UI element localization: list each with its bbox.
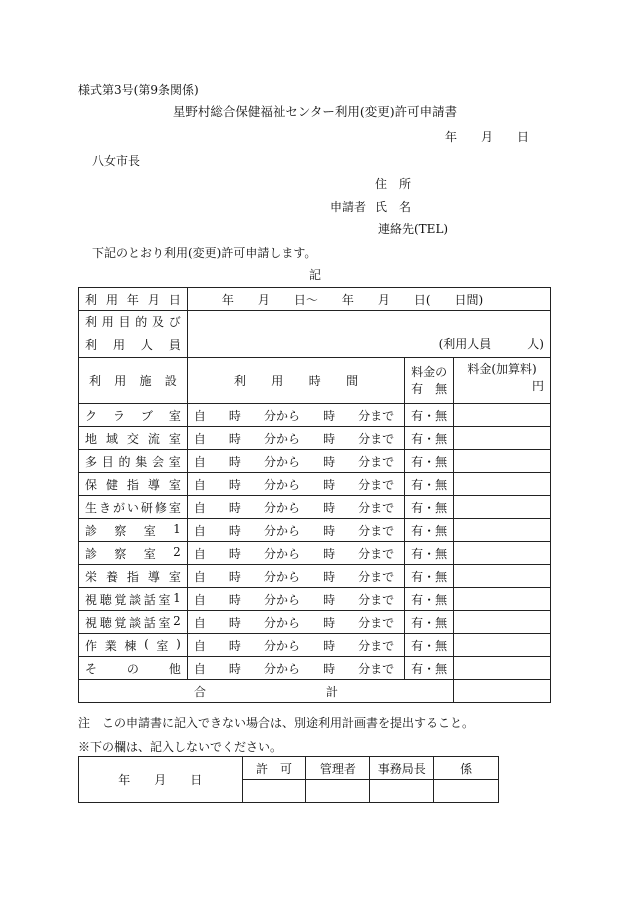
facility-char: 室: [143, 546, 156, 561]
time-from: 自: [193, 569, 206, 584]
time-min-start: 分から: [263, 546, 300, 561]
application-table: [78, 287, 551, 703]
time-min-start: 分から: [263, 477, 300, 492]
date-label: 利 用 年 月 日: [85, 292, 181, 307]
time-hour-start: 時: [228, 546, 241, 561]
facility-char: ブ: [140, 408, 153, 423]
facility-char: が: [112, 500, 125, 515]
time-min-end: 分まで: [358, 661, 395, 676]
time-min-start: 分から: [263, 569, 300, 584]
facility-char: ): [176, 636, 181, 651]
persons-note: (利用人員 人): [438, 337, 544, 351]
facility-char: 2: [173, 544, 181, 559]
name-label: 氏 名: [375, 200, 412, 214]
time-hour-end: 時: [323, 523, 336, 538]
facility-char: 栄: [85, 569, 98, 584]
time-min-start: 分から: [263, 638, 300, 653]
facility-row: [79, 542, 551, 565]
time-min-end: 分まで: [358, 500, 395, 515]
fee-flag[interactable]: 有・無: [405, 657, 454, 680]
purpose-label-cell: 利 用 目 的 及 び 利 用 人 員: [79, 311, 188, 358]
facility-header: 利 用 施 設: [79, 358, 188, 404]
fee-flag[interactable]: 有・無: [405, 634, 454, 657]
time-from: 自: [193, 638, 206, 653]
fee-amount[interactable]: [454, 634, 551, 657]
time-min-start: 分から: [263, 408, 300, 423]
yen-label: 円: [531, 379, 544, 393]
total-label: 合 計: [79, 680, 454, 703]
facility-char: 流: [147, 431, 160, 446]
facility-char: 導: [147, 477, 160, 492]
facility-name: [79, 565, 188, 588]
fee-amount[interactable]: [454, 657, 551, 680]
facility-char: 診: [85, 523, 98, 538]
total-value-cell[interactable]: [454, 680, 551, 703]
facility-char: 業: [104, 638, 117, 653]
facility-char: 室: [168, 500, 181, 515]
time-cell[interactable]: [187, 519, 404, 542]
facility-row: [79, 657, 551, 680]
fee-amount[interactable]: [454, 473, 551, 496]
time-hour-end: 時: [323, 569, 336, 584]
time-min-end: 分まで: [358, 431, 395, 446]
facility-char: 室: [158, 592, 171, 607]
facility-row: [79, 519, 551, 542]
date-label-cell: [79, 288, 188, 311]
facility-char: 室: [168, 408, 181, 423]
facility-char: 修: [154, 500, 167, 515]
time-hour-end: 時: [323, 661, 336, 676]
time-hour-end: 時: [323, 408, 336, 423]
facility-char: 会: [152, 454, 165, 469]
form-number: 様式第3号(第9条関係): [78, 83, 199, 97]
time-hour-start: 時: [228, 500, 241, 515]
permit-stamp-cell: [242, 780, 306, 803]
time-cell[interactable]: [187, 473, 404, 496]
time-hour-start: 時: [228, 408, 241, 423]
facility-char: 2: [173, 613, 181, 628]
manager-stamp-cell: [306, 780, 370, 803]
facility-name: [79, 588, 188, 611]
time-hour-end: 時: [323, 454, 336, 469]
time-cell[interactable]: [187, 588, 404, 611]
manager-label: 管理者: [306, 757, 370, 780]
note-1: 注 この申請書に記入できない場合は、別途利用計画書を提出すること。: [78, 716, 475, 730]
facility-char: 地: [85, 431, 98, 446]
applicant-label: 申請者: [330, 200, 367, 214]
facility-name: [79, 496, 188, 519]
facility-name: [79, 611, 188, 634]
fee-amount[interactable]: [454, 519, 551, 542]
facility-char: 導: [147, 569, 160, 584]
facility-char: 域: [105, 431, 118, 446]
time-hour-end: 時: [323, 546, 336, 561]
facility-char: ラ: [112, 408, 125, 423]
time-min-end: 分まで: [358, 523, 395, 538]
facility-char: 室: [168, 454, 181, 469]
time-min-start: 分から: [263, 500, 300, 515]
time-hour-end: 時: [323, 477, 336, 492]
time-cell[interactable]: [187, 565, 404, 588]
facility-char: 健: [105, 477, 118, 492]
facility-name: [79, 450, 188, 473]
facility-char: 覚: [114, 592, 127, 607]
facility-char: 談: [129, 592, 142, 607]
fee-flag[interactable]: 有・無: [405, 519, 454, 542]
time-min-end: 分まで: [358, 592, 395, 607]
time-min-end: 分まで: [358, 477, 395, 492]
facility-char: 室: [143, 523, 156, 538]
fee-amount[interactable]: [454, 427, 551, 450]
time-min-start: 分から: [263, 615, 300, 630]
fee-header-label: 料金(加算料): [467, 362, 537, 376]
time-cell[interactable]: [187, 427, 404, 450]
facility-char: 1: [173, 521, 181, 536]
time-hour-end: 時: [323, 592, 336, 607]
facility-char: 室: [168, 477, 181, 492]
facility-char: 他: [168, 661, 181, 676]
fee-header: [454, 358, 551, 404]
facility-char: 室: [156, 638, 169, 653]
time-min-end: 分まで: [358, 408, 395, 423]
facility-char: ク: [85, 408, 98, 423]
time-cell[interactable]: [187, 611, 404, 634]
time-from: 自: [193, 431, 206, 446]
facility-char: 1: [173, 590, 181, 605]
office-use-table: [78, 756, 499, 803]
facility-name: [79, 657, 188, 680]
facility-char: 談: [129, 615, 142, 630]
facility-char: 察: [114, 546, 127, 561]
time-hour-start: 時: [228, 431, 241, 446]
facility-char: 保: [85, 477, 98, 492]
facility-char: 交: [126, 431, 139, 446]
facility-char: 指: [126, 569, 139, 584]
time-header: 利 用 時 間: [187, 358, 404, 404]
time-from: 自: [193, 408, 206, 423]
facility-char: 覚: [114, 615, 127, 630]
fee-amount[interactable]: [454, 588, 551, 611]
facility-char: の: [126, 661, 139, 676]
time-from: 自: [193, 477, 206, 492]
time-from: 自: [193, 661, 206, 676]
date-value: 年 月 日～ 年 月 日( 日間): [221, 292, 484, 307]
time-cell[interactable]: [187, 634, 404, 657]
time-cell[interactable]: [187, 404, 404, 427]
fee-flag-header: 料金の 有 無: [405, 358, 454, 404]
facility-char: 集: [135, 454, 148, 469]
facility-char: 話: [143, 592, 156, 607]
time-from: 自: [193, 592, 206, 607]
time-hour-start: 時: [228, 615, 241, 630]
time-min-end: 分まで: [358, 546, 395, 561]
fee-flag[interactable]: 有・無: [405, 542, 454, 565]
fee-flag[interactable]: 有・無: [405, 496, 454, 519]
facility-char: 作: [85, 638, 98, 653]
addressee: 八女市長: [92, 154, 141, 168]
contact-label: 連絡先(TEL): [378, 222, 449, 236]
time-min-start: 分から: [263, 523, 300, 538]
facility-char: い: [126, 500, 139, 515]
intro-text: 下記のとおり利用(変更)許可申請します。: [92, 246, 317, 260]
facility-char: 室: [168, 431, 181, 446]
time-min-start: 分から: [263, 661, 300, 676]
facility-name: [79, 404, 188, 427]
time-min-end: 分まで: [358, 638, 395, 653]
facility-char: 察: [114, 523, 127, 538]
facility-char: 聴: [99, 592, 112, 607]
permit-label: 許 可: [242, 757, 306, 780]
facility-name: [79, 519, 188, 542]
time-hour-start: 時: [228, 638, 241, 653]
fee-amount[interactable]: [454, 450, 551, 473]
time-min-end: 分まで: [358, 454, 395, 469]
time-cell[interactable]: [187, 450, 404, 473]
note-2: ※下の欄は、記入しないでください。: [78, 740, 283, 754]
fee-amount[interactable]: [454, 404, 551, 427]
facility-name: [79, 427, 188, 450]
time-hour-start: 時: [228, 661, 241, 676]
facility-char: 目: [101, 454, 114, 469]
time-hour-end: 時: [323, 638, 336, 653]
director-label: 事務局長: [370, 757, 434, 780]
time-hour-start: 時: [228, 523, 241, 538]
date-value-cell[interactable]: [187, 288, 550, 311]
time-min-start: 分から: [263, 454, 300, 469]
facility-char: き: [98, 500, 111, 515]
facility-char: 診: [85, 546, 98, 561]
facility-row: [79, 634, 551, 657]
facility-name: [79, 473, 188, 496]
clerk-stamp-cell: [434, 780, 499, 803]
time-from: 自: [193, 546, 206, 561]
facility-row: [79, 588, 551, 611]
facility-char: 的: [118, 454, 131, 469]
time-from: 自: [193, 500, 206, 515]
time-from: 自: [193, 523, 206, 538]
facility-name: [79, 542, 188, 565]
time-min-end: 分まで: [358, 615, 395, 630]
facility-char: (: [144, 636, 149, 651]
time-from: 自: [193, 454, 206, 469]
time-min-start: 分から: [263, 431, 300, 446]
fee-amount[interactable]: [454, 496, 551, 519]
time-cell[interactable]: [187, 496, 404, 519]
facility-name: [79, 634, 188, 657]
time-hour-end: 時: [323, 431, 336, 446]
fee-flag[interactable]: 有・無: [405, 404, 454, 427]
time-cell[interactable]: [187, 542, 404, 565]
time-from: 自: [193, 615, 206, 630]
facility-char: 話: [143, 615, 156, 630]
time-min-start: 分から: [263, 592, 300, 607]
fee-flag[interactable]: 有・無: [405, 588, 454, 611]
facility-row: [79, 404, 551, 427]
facility-row: [79, 611, 551, 634]
time-hour-start: 時: [228, 477, 241, 492]
ki-label: 記: [309, 268, 322, 282]
facility-char: 多: [85, 454, 98, 469]
facility-char: 視: [85, 615, 98, 630]
facility-char: そ: [85, 661, 98, 676]
time-hour-end: 時: [323, 500, 336, 515]
time-hour-start: 時: [228, 454, 241, 469]
time-cell[interactable]: [187, 657, 404, 680]
facility-char: 養: [105, 569, 118, 584]
facility-char: 生: [85, 500, 98, 515]
fee-flag[interactable]: 有・無: [405, 565, 454, 588]
director-stamp-cell: [370, 780, 434, 803]
fee-flag[interactable]: 有・無: [405, 611, 454, 634]
time-hour-start: 時: [228, 592, 241, 607]
facility-row: [79, 565, 551, 588]
time-hour-end: 時: [323, 615, 336, 630]
facility-char: 室: [168, 569, 181, 584]
time-min-end: 分まで: [358, 569, 395, 584]
fee-amount[interactable]: [454, 611, 551, 634]
facility-char: 棟: [124, 638, 137, 653]
facility-char: 視: [85, 592, 98, 607]
facility-char: 研: [140, 500, 153, 515]
office-date: 年 月 日: [79, 757, 243, 803]
fee-flag[interactable]: 有・無: [405, 427, 454, 450]
fee-amount[interactable]: [454, 542, 551, 565]
form-title: 星野村総合保健福祉センター利用(変更)許可申請書: [172, 104, 458, 119]
facility-char: 指: [126, 477, 139, 492]
facility-char: 室: [158, 615, 171, 630]
facility-row: [79, 450, 551, 473]
facility-row: [79, 496, 551, 519]
time-hour-start: 時: [228, 569, 241, 584]
fee-flag[interactable]: 有・無: [405, 473, 454, 496]
fee-flag[interactable]: 有・無: [405, 450, 454, 473]
date-line: 年 月 日: [445, 130, 530, 144]
facility-row: [79, 427, 551, 450]
facility-char: 聴: [99, 615, 112, 630]
address-label: 住 所: [375, 177, 412, 191]
fee-amount[interactable]: [454, 565, 551, 588]
facility-row: [79, 473, 551, 496]
purpose-value-cell[interactable]: [187, 311, 550, 358]
clerk-label: 係: [434, 757, 499, 780]
